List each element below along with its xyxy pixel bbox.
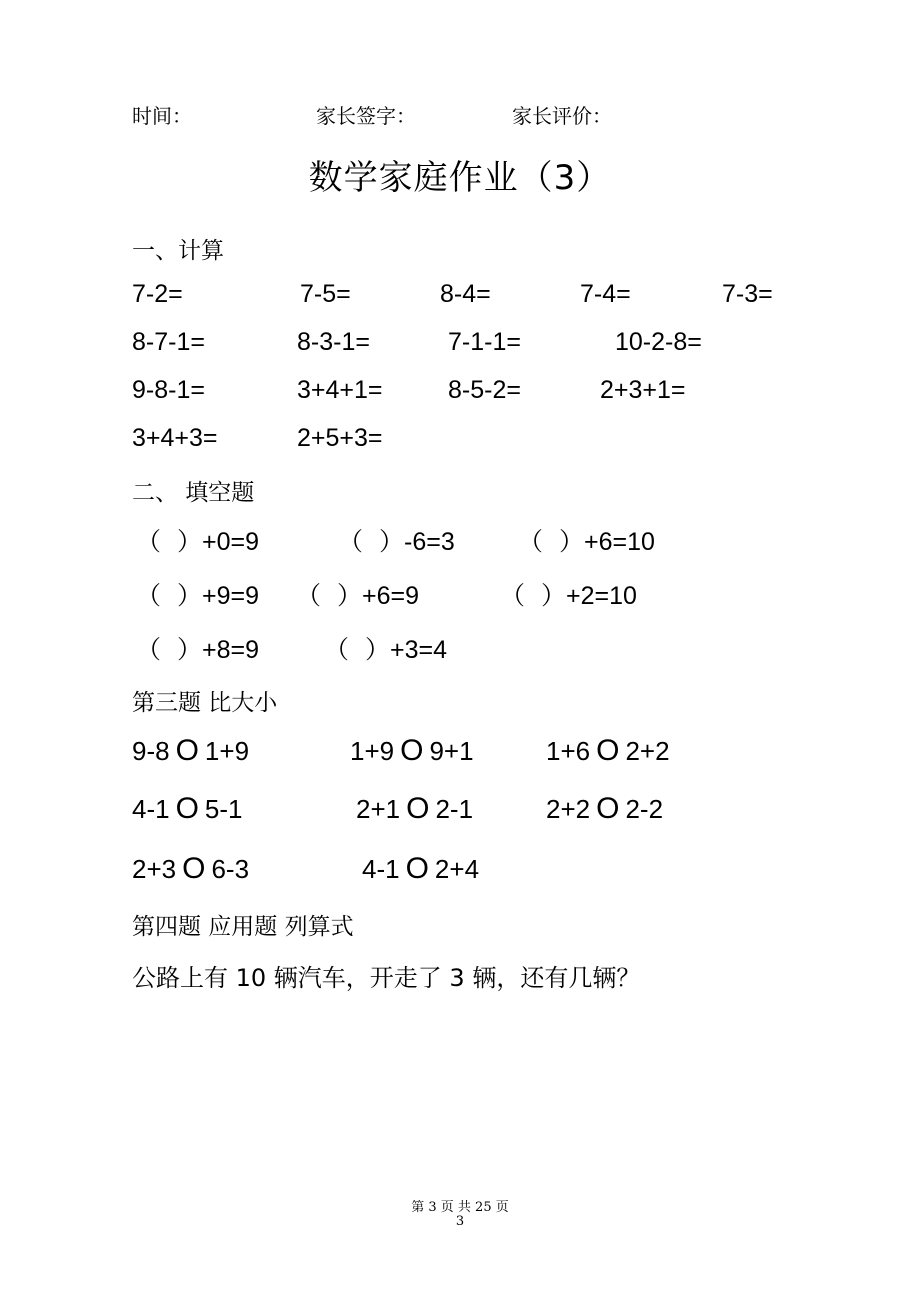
fill-blank-item: （ ）+0=9 <box>136 528 260 556</box>
parent-sign-label: 家长签字： <box>316 104 416 128</box>
calc-item: 8-4= <box>440 280 491 308</box>
section2-heading: 二、 填空题 <box>132 480 255 506</box>
fill-blank-item: （ ）+6=10 <box>518 528 655 556</box>
fill-blank-item: （ ）+8=9 <box>136 636 260 664</box>
calc-item: 3+4+1= <box>297 376 383 404</box>
compare-circle: O <box>182 852 206 885</box>
calc-item: 3+4+3= <box>132 424 218 452</box>
calc-item: 10-2-8= <box>615 328 702 356</box>
compare-item: 2+2 O 2-2 <box>546 792 664 825</box>
compare-item: 9-8 O 1+9 <box>132 734 250 767</box>
compare-item: 1+6 O 2+2 <box>546 734 670 767</box>
fill-blank-item: （ ）+2=10 <box>500 582 637 610</box>
compare-item: 4-1 O 5-1 <box>132 792 243 825</box>
compare-circle: O <box>406 792 430 825</box>
calc-item: 8-7-1= <box>132 328 205 356</box>
page-number: 3 <box>455 1214 465 1229</box>
calc-item: 7-4= <box>580 280 631 308</box>
calc-item: 9-8-1= <box>132 376 205 404</box>
compare-item: 2+3 O 6-3 <box>132 852 250 885</box>
compare-item: 1+9 O 9+1 <box>350 734 474 767</box>
section4-heading: 第四题 应用题 列算式 <box>132 914 354 940</box>
compare-item: 4-1 O 2+4 <box>362 852 480 885</box>
time-label: 时间： <box>132 104 192 128</box>
calc-item: 8-5-2= <box>448 376 521 404</box>
parent-eval-label: 家长评价： <box>512 104 612 128</box>
fill-blank-item: （ ）-6=3 <box>338 528 455 556</box>
compare-circle: O <box>175 792 199 825</box>
calc-item: 7-1-1= <box>448 328 521 356</box>
page-title: 数学家庭作业（3） <box>308 158 612 198</box>
calc-item: 7-5= <box>300 280 351 308</box>
word-problem: 公路上有 10 辆汽车，开走了 3 辆，还有几辆？ <box>132 964 641 992</box>
calc-item: 7-2= <box>132 280 183 308</box>
section1-heading: 一、计算 <box>132 238 224 264</box>
compare-circle: O <box>405 852 429 885</box>
section3-heading: 第三题 比大小 <box>132 690 278 716</box>
compare-circle: O <box>175 734 199 767</box>
fill-blank-item: （ ）+3=4 <box>324 636 448 664</box>
page-info: 第 3 页 共 25 页 <box>411 1200 509 1215</box>
fill-blank-item: （ ）+6=9 <box>296 582 420 610</box>
calc-item: 2+5+3= <box>297 424 383 452</box>
calc-item: 2+3+1= <box>600 376 686 404</box>
fill-blank-item: （ ）+9=9 <box>136 582 260 610</box>
compare-circle: O <box>400 734 424 767</box>
compare-item: 2+1 O 2-1 <box>356 792 474 825</box>
calc-item: 8-3-1= <box>297 328 370 356</box>
compare-circle: O <box>596 792 620 825</box>
calc-item: 7-3= <box>722 280 773 308</box>
compare-circle: O <box>596 734 620 767</box>
